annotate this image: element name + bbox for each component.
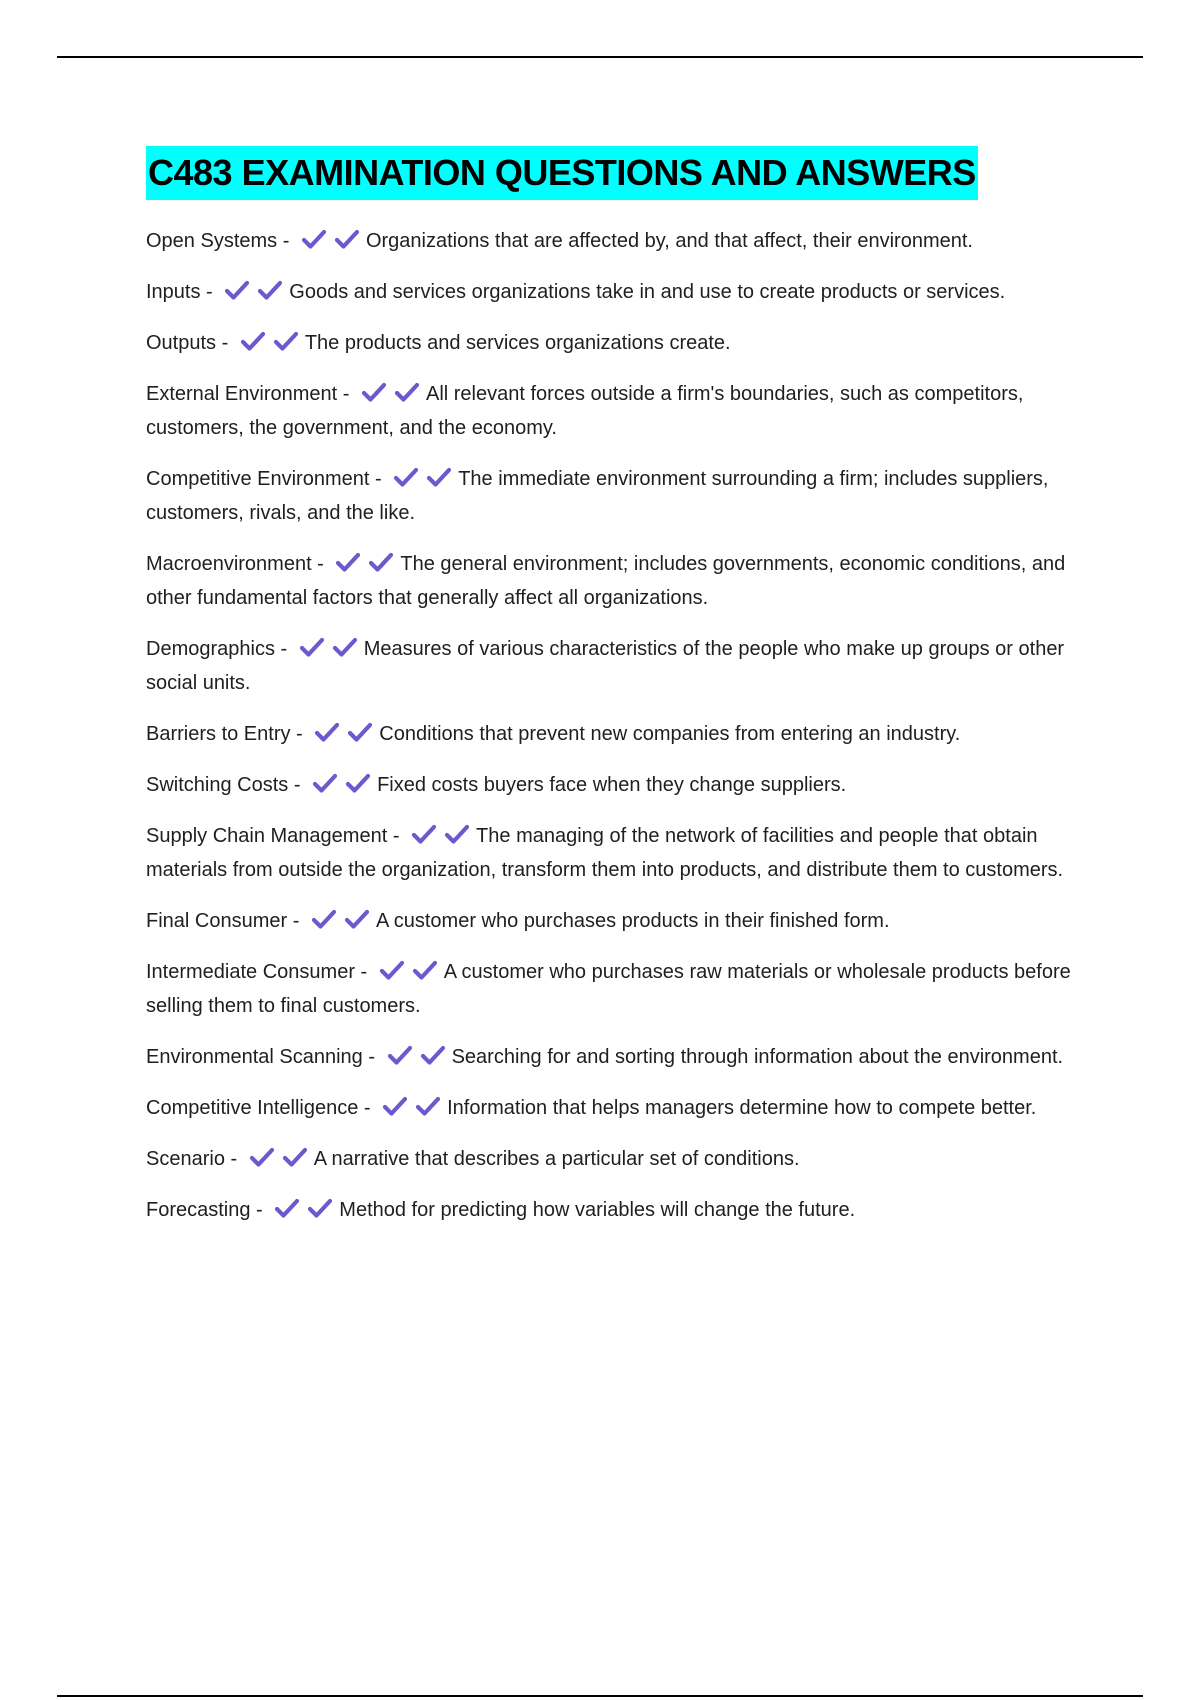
entry-separator: - <box>250 1199 269 1221</box>
entry-term: Barriers to Entry <box>146 723 291 745</box>
answer-checks <box>299 636 362 658</box>
entry-term: Outputs <box>146 332 217 354</box>
checkmark-icon <box>412 959 438 981</box>
checkmark-icon <box>314 721 340 743</box>
entry-term: Switching Costs <box>146 774 289 796</box>
checkmark-icon <box>312 772 338 794</box>
qa-entry <box>146 632 1086 700</box>
answer-checks <box>411 823 474 845</box>
qa-entry <box>146 955 1086 1023</box>
qa-entry <box>146 462 1086 530</box>
entry-definition: The products and services organizations create. <box>304 332 731 354</box>
checkmark-icon <box>361 381 387 403</box>
entry-separator: - <box>358 1097 377 1119</box>
qa-entry <box>146 547 1086 615</box>
entry-definition: The managing of the network of facilities and people that obtain materials from outside the organization, transform them into products, and distribute them to customers. <box>146 825 1064 881</box>
bottom-rule <box>57 1695 1143 1697</box>
entry-term: External Environment <box>146 383 338 405</box>
entry-definition: Information that helps managers determine how to compete better. <box>447 1097 1037 1119</box>
checkmark-icon <box>444 823 470 845</box>
checkmark-icon <box>345 772 371 794</box>
answer-checks <box>314 721 377 743</box>
answer-checks <box>335 551 398 573</box>
entry-term: Demographics <box>146 638 275 660</box>
answer-checks <box>387 1044 450 1066</box>
answer-checks <box>224 279 287 301</box>
checkmark-icon <box>332 636 358 658</box>
answer-checks <box>249 1146 312 1168</box>
qa-entry <box>146 1142 1086 1176</box>
entry-term: Macroenvironment <box>146 553 312 575</box>
checkmark-icon <box>394 381 420 403</box>
entry-definition: Goods and services organizations take in and use to create products or services. <box>289 281 1006 303</box>
qa-entry <box>146 1040 1086 1074</box>
checkmark-icon <box>301 228 327 250</box>
entry-definition: A customer who purchases raw materials or wholesale products before selling them to final customers. <box>146 961 1071 1017</box>
entry-definition: All relevant forces outside a firm's boundaries, such as competitors, customers, the government, and the economy. <box>146 383 1024 439</box>
checkmark-icon <box>307 1197 333 1219</box>
checkmark-icon <box>411 823 437 845</box>
entry-term: Open Systems <box>146 230 278 252</box>
entry-separator: - <box>369 468 388 490</box>
entry-term: Inputs <box>146 281 201 303</box>
answer-checks <box>311 908 374 930</box>
entry-definition: Organizations that are affected by, and that affect, their environment. <box>365 230 973 252</box>
answer-checks <box>393 466 456 488</box>
entry-separator: - <box>354 961 373 983</box>
checkmark-icon <box>420 1044 446 1066</box>
document-title: C483 EXAMINATION QUESTIONS AND ANSWERS <box>146 146 978 200</box>
entry-separator: - <box>337 383 355 405</box>
entry-term: Environmental Scanning <box>146 1046 363 1068</box>
entry-separator: - <box>277 230 295 252</box>
checkmark-icon <box>240 330 266 352</box>
qa-entry <box>146 224 1086 258</box>
entry-term: Scenario <box>146 1148 225 1170</box>
answer-checks <box>312 772 375 794</box>
entry-separator: - <box>287 910 305 932</box>
entry-term: Competitive Environment <box>146 468 370 490</box>
checkmark-icon <box>274 1197 300 1219</box>
checkmark-icon <box>273 330 299 352</box>
qa-entry <box>146 377 1086 445</box>
checkmark-icon <box>334 228 360 250</box>
answer-checks <box>379 959 442 981</box>
checkmark-icon <box>379 959 405 981</box>
entry-definition: Method for predicting how variables will change the future. <box>339 1199 856 1221</box>
entry-separator: - <box>200 281 219 303</box>
entry-list <box>146 224 1086 1227</box>
checkmark-icon <box>335 551 361 573</box>
entry-term: Intermediate Consumer <box>146 961 355 983</box>
checkmark-icon <box>368 551 394 573</box>
qa-entry <box>146 717 1086 751</box>
entry-definition: The general environment; includes governments, economic conditions, and other fundamental factors that generally affect all organizations. <box>146 553 1066 609</box>
entry-separator: - <box>362 1046 381 1068</box>
checkmark-icon <box>387 1044 413 1066</box>
entry-definition: Fixed costs buyers face when they change suppliers. <box>377 774 847 796</box>
entry-separator: - <box>387 825 406 847</box>
entry-term: Final Consumer <box>146 910 288 932</box>
title-wrap <box>146 146 1086 200</box>
checkmark-icon <box>393 466 419 488</box>
checkmark-icon <box>382 1095 408 1117</box>
checkmark-icon <box>257 279 283 301</box>
entry-term: Forecasting <box>146 1199 251 1221</box>
entry-separator: - <box>274 638 293 660</box>
qa-entry <box>146 768 1086 802</box>
qa-entry <box>146 1193 1086 1227</box>
entry-term: Supply Chain Management <box>146 825 388 847</box>
checkmark-icon <box>415 1095 441 1117</box>
entry-separator: - <box>288 774 307 796</box>
entry-definition: The immediate environment surrounding a firm; includes suppliers, customers, rivals, and the like. <box>146 468 1049 524</box>
entry-separator: - <box>311 553 330 575</box>
document-body <box>146 146 1086 1244</box>
entry-separator: - <box>290 723 309 745</box>
answer-checks <box>240 330 303 352</box>
qa-entry <box>146 904 1086 938</box>
checkmark-icon <box>282 1146 308 1168</box>
qa-entry <box>146 275 1086 309</box>
checkmark-icon <box>426 466 452 488</box>
entry-term: Competitive Intelligence <box>146 1097 359 1119</box>
answer-checks <box>301 228 364 250</box>
entry-definition: Measures of various characteristics of the people who make up groups or other social units. <box>146 638 1065 694</box>
qa-entry <box>146 819 1086 887</box>
checkmark-icon <box>249 1146 275 1168</box>
entry-definition: A narrative that describes a particular set of conditions. <box>313 1148 800 1170</box>
answer-checks <box>361 381 424 403</box>
answer-checks <box>274 1197 337 1219</box>
entry-definition: Conditions that prevent new companies from entering an industry. <box>379 723 961 745</box>
checkmark-icon <box>224 279 250 301</box>
checkmark-icon <box>311 908 337 930</box>
qa-entry <box>146 1091 1086 1125</box>
qa-entry <box>146 326 1086 360</box>
entry-separator: - <box>224 1148 243 1170</box>
top-rule <box>57 56 1143 58</box>
checkmark-icon <box>299 636 325 658</box>
checkmark-icon <box>347 721 373 743</box>
checkmark-icon <box>344 908 370 930</box>
answer-checks <box>382 1095 445 1117</box>
entry-definition: A customer who purchases products in their finished form. <box>375 910 890 932</box>
entry-definition: Searching for and sorting through information about the environment. <box>451 1046 1064 1068</box>
entry-separator: - <box>216 332 234 354</box>
